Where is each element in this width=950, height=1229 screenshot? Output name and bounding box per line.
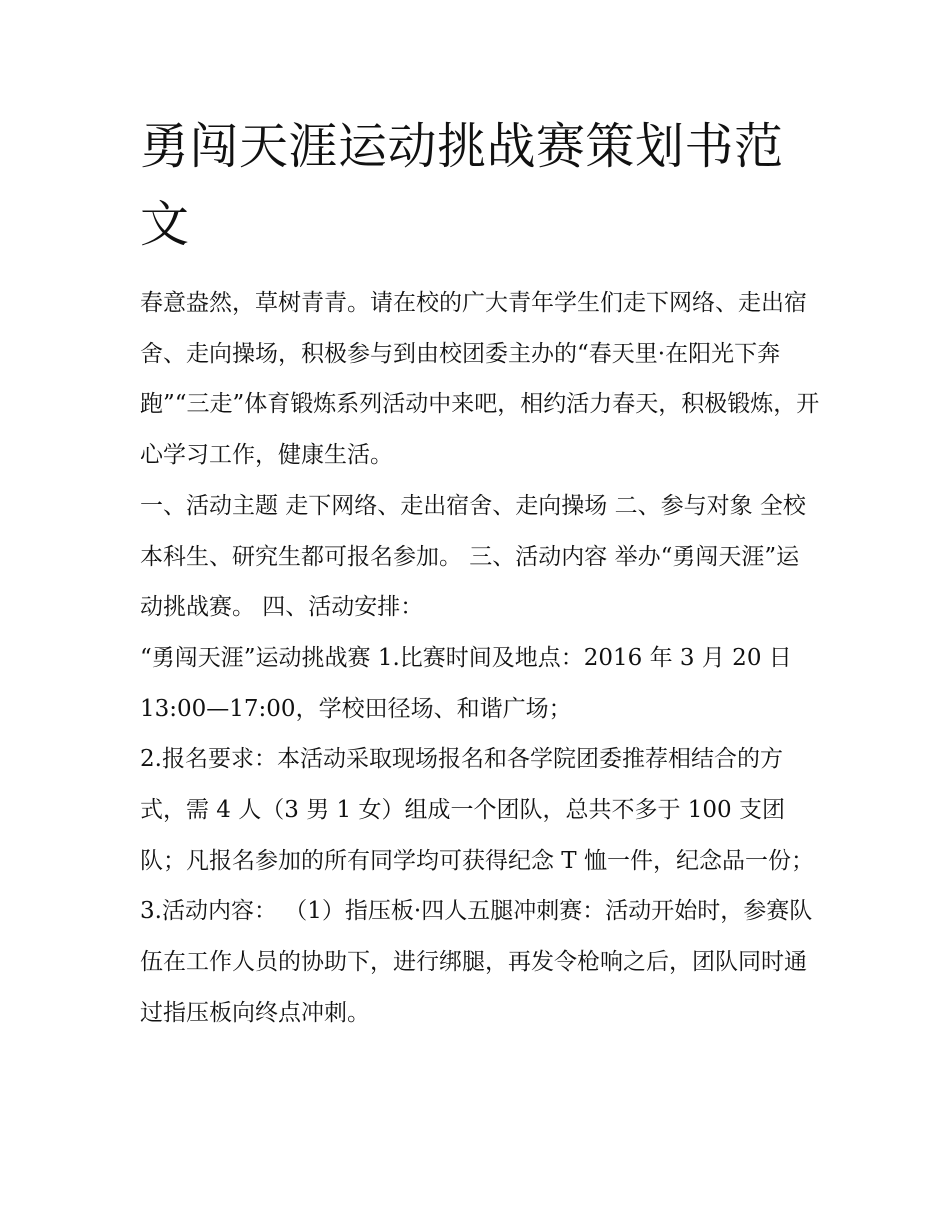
activity-content-paragraph: 3.活动内容： （1）指压板·四人五腿冲刺赛：活动开始时，参赛队伍在工作人员的协助下，进行绑腿，再发令枪响之后，团队同时通过指压板向终点冲刺。	[140, 898, 813, 1026]
document-body	[140, 278, 820, 1039]
intro-paragraph: 春意盎然，草树青青。请在校的广大青年学生们走下网络、走出宿舍、走向操场，积极参与到由校团委主办的“春天里·在阳光下奔跑”“三走”体育锻炼系列活动中来吧，相约活力春天，积极锻炼，开心学习工作，健康生活。	[140, 290, 820, 469]
document-title: 勇闯天涯运动挑战赛策划书范文	[140, 118, 784, 253]
schedule-time-location-paragraph: “勇闯天涯”运动挑战赛 1.比赛时间及地点：2016 年 3 月 20 日 13:00—17:00，学校田径场、和谐广场；	[140, 644, 792, 722]
registration-requirements-paragraph: 2.报名要求：本活动采取现场报名和各学院团委推荐相结合的方式，需 4 人（3 男 1 女）组成一个团队，总共不多于 100 支团队；凡报名参加的所有同学均可获得纪念 T 恤一件，纪念品一份；	[140, 746, 814, 874]
theme-target-content-paragraph: 一、活动主题 走下网络、走出宿舍、走向操场 二、参与对象 全校本科生、研究生都可报名参加。 三、活动内容 举办“勇闯天涯”运动挑战赛。 四、活动安排：	[140, 492, 806, 621]
